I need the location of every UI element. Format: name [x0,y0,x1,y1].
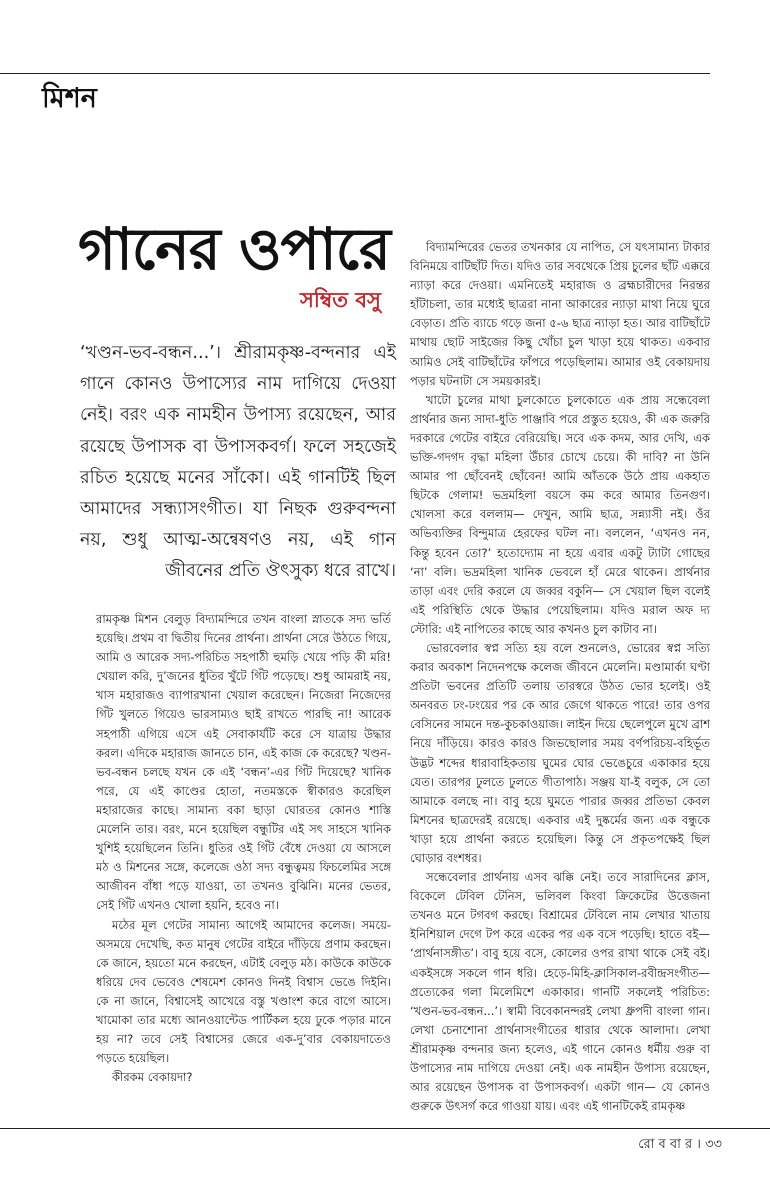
bottom-rule [0,1128,770,1129]
top-rule [0,73,710,74]
section-label: মিশন [42,83,97,114]
article-title: গানের ওপারে [78,215,390,283]
body-column-right [410,238,710,1116]
paragraph: মঠের মূল গেটের সামান্য আগেই আমাদের কলেজ। সময়ে-অসময়ে দেখেছি, কত মানুষ গেটের বাইরে দাঁড়িয়ে প্রণাম করছেন। কে জানে, হয়তো মনে করছেন, এটাই বেলুড় মঠ। কাউকে কাউকে ধরিয়ে দেব ভেবেও শেষমেশ কোনও দিনই বিশ্বাস ভেঙে দিইনি। কে না জানে, বিশ্বাসেই আখেরে বস্তু খণ্ডাংশ করে বাগে আসে। খামোকা তার মধ্যে আনওয়ান্টেড পার্টিকল হয়ে ঢুকে পড়ার মানে হয় না? তবে সেই বিশ্বাসের জেরে এক-দু’বার বেকায়দাতেও পড়তে হয়েছিল। [96,917,391,1066]
paragraph: খাটো চুলের মাথা চুলকোতে চুলকোতে এক প্রায় সন্ধেবেলা প্রার্থনার জন্য সাদা-ধুতি পাঞ্জাবি পরে প্রস্তুত হয়েও, কী এক জরুরি দরকারে গেটের বাইরে বেরিয়েছি। সবে এক কদম, আর দেখি, এক ভক্তি-গদগদ বৃদ্ধা মহিলা উঁচার চোখে চেয়ে। কী দাবি? না উনি আমার পা ছোঁবেনই ছোঁবেন! আমি আঁতকে উঠে প্রায় একহাত ছিটকে গেলাম! ভদ্রমহিলা বয়সে কম করে আমার তিনগুণ। খোলসা করে বললাম— দেখুন, আমি ছাত্র, সন্ন্যাসী নই। ওঁর অভিব্যক্তির বিন্দুমাত্র হেরফের ঘটল না। বললেন, ‘এখনও নন, কিন্তু হবেন তো?’ হতোদ্যোম না হয়ে এবার একটু ট্যাটা গোছের ‘না’ বলি। ভদ্রমহিলা খানিক ভেবলে হাঁ মেরে থাকেন। প্রার্থনার তাড়া এবং দেরি করলে যে জব্বর বকুনি— সে খেয়াল ছিল বলেই এই পরিস্থিতি থেকে উদ্ধার পেয়েছিলাম। যদিও মরাল অফ দ্য স্টোরি: এই নাপিতের কাছে আর কখনও চুল কাটাব না। [410,392,710,636]
article-intro: ‘খণ্ডন-ভব-বন্ধন...’। শ্রীরামকৃষ্ণ-বন্দনার এই গানে কোনও উপাস্যের নাম দাগিয়ে দেওয়া নেই। বরং এক নামহীন উপাস্য রয়েছেন, আর রয়েছে উপাসক বা উপাসকবর্গ। ফলে সহজেই রচিত হয়েছে মনের সাঁকো। এই গানটিই ছিল আমাদের সন্ধ্যাসংগীত। যা নিছক গুরুবন্দনা নয়, শুধু আত্ম-অন্বেষণও নয়, এই গান জীবনের প্রতি ঔৎসুক্য ধরে রাখে। [80,343,396,582]
paragraph: রামকৃষ্ণ মিশন বেলুড় বিদ্যামন্দিরে তখন বাংলা স্নাতকে সদ্য ভর্তি হয়েছি। প্রথম বা দ্বিতীয় দিনের প্রার্থনা। প্রার্থনা সেরে উঠতে গিয়ে, আমি ও আরেক সদ্য-পরিচিত সহপাঠী হুমড়ি খেয়ে পড়ি কী মরি! খেয়াল করি, দু’জনের ধুতির খুঁটে গিঁট পড়েছে। শুধু আমরাই নয়, খাস মহারাজও ব্যাপারখানা খেয়াল করেছেন। নিজেরা নিজেদের গিঁট খুলতে গিয়েও ভারসাম্যও ছাই রাখতে পারছি না! আরেক সহপাঠী এগিয়ে এসে এই সেবাকার্যটি করে সে যাত্রায় উদ্ধার করল। এদিকে মহারাজ জানতে চান, এই কাজ কে করেছে? খণ্ডন-ভব-বন্ধন চলছে যখন কে এই ‘বন্ধন’-এর গিঁট দিয়েছে? খানিক পরে, যে এই কাণ্ডের হোতা, নতমস্তকে স্বীকারও করেছিল মহারাজের কাছে। সামান্য বকা ছাড়া ঘোরতর কোনও শাস্তি মেলেনি তার। বরং, মনে হয়েছিল বন্ধুটির এই সৎ সাহসে খানিক খুশিই হয়েছিলেন তিনি। ধুতির ওই গিঁট বেঁধে দেওয়া যে আসলে মঠ ও মিশনের সঙ্গে, কলেজে ওঠা সদ্য বন্ধুত্বময় ফিচলেমির সঙ্গে আজীবন বাঁধা পড়ে যাওয়া, তা তখনও বুঝিনি। মনের ভেতর, সেই গিঁট এখনও খোলা হয়নি, হবেও না। [96,612,391,913]
paragraph: কীরকম বেকায়দা? [112,1070,193,1085]
paragraph: বিদ্যামন্দিরের ভেতর তখনকার যে নাপিত, সে যৎসামান্য টাকার বিনিময়ে বাটিছাঁট দিত। যদিও তার সবথেকে প্রিয় চুলের ছাঁট এক্করে ন্যাড়া করে দেওয়া। এমনিতেই মহারাজ ও ব্রহ্মচারীদের নিরন্তর হাঁটাচলা, তার মধ্যেই ছাত্ররা নানা আকারের ন্যাড়া মাথা নিয়ে ঘুরে বেড়াত। প্রতি ব্যাচে গড়ে জনা ৫-৬ ছাত্র ন্যাড়া হত। আর বাটিছাঁটে মাথায় ছোট সাইজের কিছু খোঁচা চুল খাড়া হয়ে থাকত। একবার আমিও সেই বাটিছাঁটের ফাঁপরে পড়েছিলাম। আমার ওই বেকায়দায় পড়ার ঘটনাটা সে সময়কারই। [410,240,710,388]
page-folio: রো ব বা র । ৩৩ [638,1137,722,1152]
paragraph: ভোরবেলার স্বপ্ন সত্যি হয় বলে শুনলেও, ভোরের স্বপ্ন সত্যি করার অবকাশ নিদেনপক্ষে কলেজ জীবনে মেলেনি। মণ্ডামার্কা ঘণ্টা প্রতিটা ভবনের প্রতিটি তলায় তারস্বরে উঠত ভোর হলেই। ওই অনবরত ঢং-ঢংয়ের পর কে আর জেগে থাকতে পারে! তার ওপর বেসিনের সামনে দন্ত-কুচকাওয়াজ। লাইন দিয়ে ছেলেপুলে মুখে ব্রাশ নিয়ে দাঁড়িয়ে। কারও কারও জিভছোলার সময় বর্ণপরিচয়-বহির্ভূত উদ্ভট শব্দের ধারাবাহিকতায় ঘুমের ঘোর ভেঙেচুরে একাকার হয়ে যেত। তারপর ঢুলতে ঢুলতে গীতাপাঠ। সঞ্জয় যা-ই বলুক, সে তো আমাকে বলছে না। বাবু হয়ে ঘুমতে পারার জব্বর প্রতিভা কেবল মিশনের ছাত্রদেরই রয়েছে। একবার এই দুষ্কর্মের জন্য এক বন্ধুকে খাড়া হয়ে প্রার্থনা করতে হয়েছিল। কিন্তু সে প্রকৃতপক্ষেই ছিল ঘোড়ার বংশধর। [410,640,710,865]
paragraph: সন্ধেবেলার প্রার্থনায় এসব ঝক্কি নেই। তবে সারাদিনের ক্লাস, বিকেলে টেবিল টেনিস, ভলিবল কিংবা ক্রিকেটের উত্তেজনা তখনও মনে টগবগ করছে। বিশ্রামের টেবিলে নাম লেখার খাতায় ইনিশিয়াল দেগে টপ করে একের পর এক বসে পড়েছি। হাতে বই— ‘প্রার্থনাসঙ্গীত’। বাবু হয়ে বসে, কোলের ওপর রাখা থাকে সেই বই। একইসঙ্গে সকলে গান ধরি। হেড়ে-মিহি-ক্লাসিকাল-রবীন্দ্রসংগীত— প্রত্যেকের গলা মিলেমিশে একাকার। গানটি সকলেই পরিচিত: ‘খণ্ডন-ভব-বন্ধন...’। স্বামী বিবেকানন্দরই লেখা ধ্রুপদী বাংলা গান। লেখা চেনাশোনা প্রার্থনাসংগীতের ধারার থেকে আলাদা। লেখা শ্রীরামকৃষ্ণ বন্দনার জন্য হলেও, এই গানে কোনও ধর্মীয় গুরু বা উপাস্যের নাম দাগিয়ে দেওয়া নেই। এক নামহীন উপাস্য রয়েছেন, আর রয়েছেন উপাসক বা উপাসকবর্গ। একটা গান— যে কোনও গুরুকে উৎসর্গ করে গাওয়া যায়। এবং এই গানটিকেই রামকৃষ্ণ [410,870,710,1114]
body-column-left [96,610,391,1087]
article-author: সম্বিত বসু [300,287,381,312]
